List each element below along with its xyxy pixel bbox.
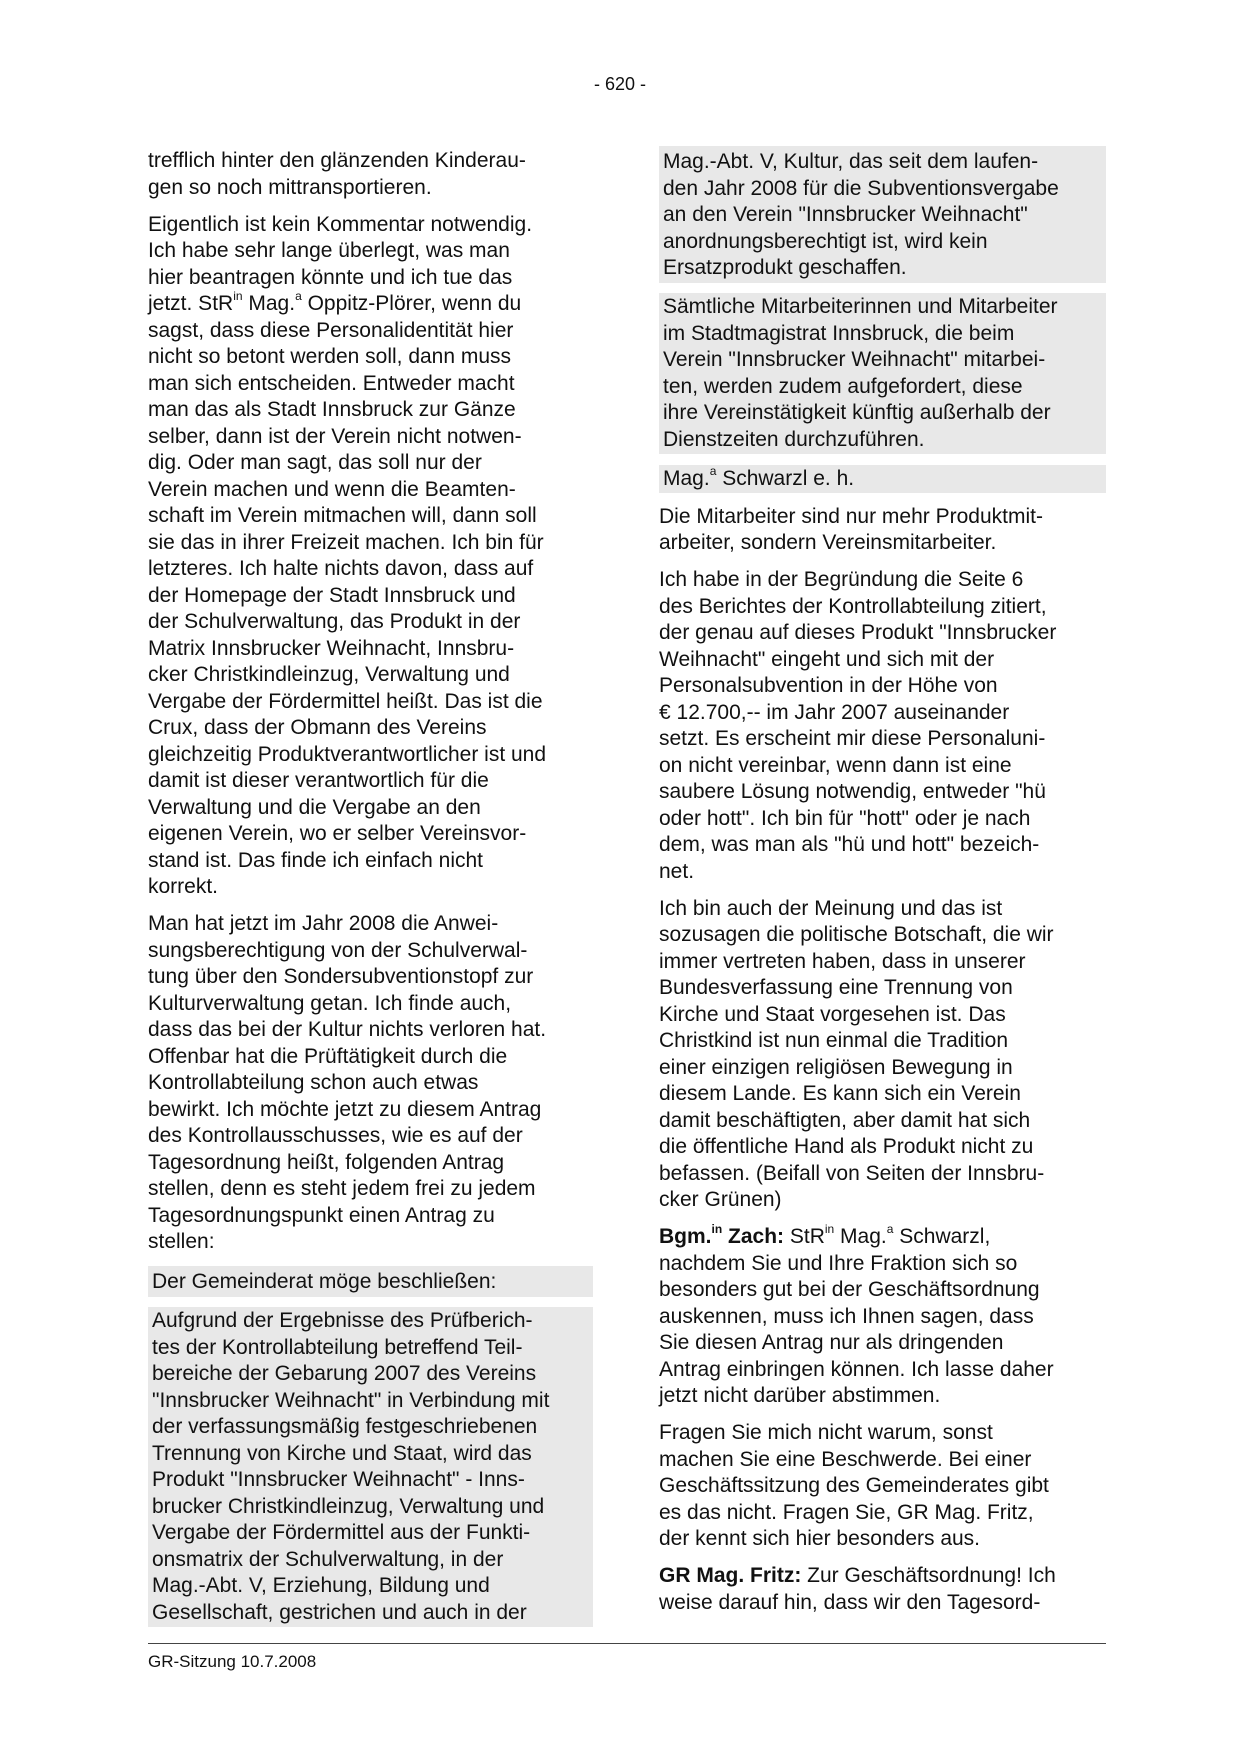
page-number: - 620 - xyxy=(593,74,647,94)
superscript: in xyxy=(233,289,243,303)
text-run: Mag. xyxy=(834,1225,887,1248)
paragraph xyxy=(148,212,593,901)
text-run: Zur Geschäftsordnung! Ich weise darauf hin, dass wir den Tagesord- xyxy=(659,1564,1056,1614)
text-run: Schwarzl e. h. xyxy=(716,466,855,490)
motion-text: Sämtliche Mitarbeiterinnen und Mitarbeiter im Stadtmagistrat Innsbruck, die beim Verein "Innsbrucker Weihnacht" mitarbei- ten, werden zudem aufgefordert, diese ihre Vereinstätigkeit künftig außerhalb der Dienstzeiten durchzuführen. xyxy=(659,293,1106,454)
footer-text: GR-Sitzung 10.7.2008 xyxy=(148,1652,317,1671)
paragraph: Ich bin auch der Meinung und das ist sozusagen die politische Botschaft, die wir immer vertreten haben, dass in unserer Bundesverfassung eine Trennung von Kirche und Staat vorgesehen ist. Das Christkind ist nun einmal die Tradition einer einzigen religiösen Bewegung in diesem Lande. Es kann sich ein Verein damit beschäftigten, aber damit hat sich die öffentliche Hand als Produkt nicht zu befassen. (Beifall von Seiten der Innsbru- cker Grünen) xyxy=(659,896,1054,1211)
text-run: StR xyxy=(784,1225,825,1248)
paragraph xyxy=(659,1224,1106,1410)
superscript: a xyxy=(295,289,302,303)
motion-text: Mag.-Abt. V, Kultur, das seit dem laufen- den Jahr 2008 für die Subventionsvergabe an den Verein "Innsbrucker Weihnacht" anordnungsberechtigt ist, wird kein Ersatzprodukt geschaffen. xyxy=(659,146,1106,283)
paragraph: Fragen Sie mich nicht warum, sonst machen Sie eine Beschwerde. Bei einer Geschäftssitzung des Gemeinderates gibt es das nicht. Fragen Sie, GR Mag. Fritz, der kennt sich hier besonders aus. xyxy=(659,1421,1049,1550)
speaker-name: Bgm.$^{in}$ Zach: xyxy=(659,1222,785,1248)
paragraph: trefflich hinter den glänzenden Kinderau- gen so noch mittransportieren. xyxy=(148,149,526,199)
paragraph: Man hat jetzt im Jahr 2008 die Anwei- sungsberechtigung von der Schulverwal- tung über den Sondersubventionstopf zur Kulturverwaltung getan. Ich finde auch, dass das bei der Kultur nichts verloren hat. Offenbar hat die Prüftätigkeit durch die Kontrollabteilung schon auch etwas bewirkt. Ich möchte jetzt zu diesem Antrag des Kontrollausschusses, wie es auf der Tagesordnung heißt, folgenden Antrag stellen, denn es steht jedem frei zu jedem Tagesordnungspunkt einen Antrag zu stellen: xyxy=(148,912,547,1253)
superscript: a xyxy=(886,1222,894,1236)
paragraph xyxy=(659,1563,1106,1616)
text-run: Eigentlich ist kein Kommentar notwendig. Ich habe sehr lange überlegt, was man hier beantragen könnte und ich tue das jetzt. StR xyxy=(148,212,533,315)
right-column xyxy=(659,146,1106,1627)
superscript: in xyxy=(824,1222,835,1236)
text-run: Mag. xyxy=(663,466,710,490)
footer-divider xyxy=(148,1643,1106,1644)
motion-signature xyxy=(659,465,1106,494)
paragraph: Ich habe in der Begründung die Seite 6 des Berichtes der Kontrollabteilung zitiert, der genau auf dieses Produkt "Innsbrucker Weihnacht" eingeht und sich mit der Personalsubvention in der Höhe von € 12.700,-- im Jahr 2007 auseinander setzt. Es erscheint mir diese Personaluni- on nicht vereinbar, wenn dann ist eine saubere Lösung notwendig, entweder "hü oder hott". Ich bin für "hott" oder je nach dem, was man als "hü und hott" bezeich- net. xyxy=(659,568,1057,883)
speaker-name: GR Mag. Fritz: xyxy=(659,1564,802,1587)
left-column xyxy=(148,148,593,1638)
superscript: in xyxy=(711,1222,723,1236)
paragraph: Die Mitarbeiter sind nur mehr Produktmit- arbeiter, sondern Vereinsmitarbeiter. xyxy=(659,504,1043,554)
text-run: Mag. xyxy=(242,292,296,315)
text-run: Schwarzl, nachdem Sie und Ihre Fraktion sich so besonders gut bei der Geschäftsordnung auskennen, muss ich Ihnen sagen, dass Sie diesen Antrag nur als dringenden Antrag einbringen können. Ich lasse daher jetzt nicht darüber abstimmen. xyxy=(659,1225,1054,1407)
motion-heading: Der Gemeinderat möge beschließen: xyxy=(148,1266,593,1297)
motion-text: Aufgrund der Ergebnisse des Prüfberich- tes der Kontrollabteilung betreffend Teil- bereiche der Gebarung 2007 des Vereins "Innsbrucker Weihnacht" in Verbindung mit der verfassungsmäßig festgeschriebenen Trennung von Kirche und Staat, wird das Produkt "Innsbrucker Weihnacht" - Inns- brucker Christkindleinzug, Verwaltung und Vergabe der Fördermittel aus der Funkti- onsmatrix der Schulverwaltung, in der Mag.-Abt. V, Erziehung, Bildung und Gesellschaft, gestrichen und auch in der xyxy=(148,1307,593,1627)
text-run: Oppitz-Plörer, wenn du sagst, dass diese Personalidentität hier nicht so betont werden soll, dann muss man sich entscheiden. Entweder macht man das als Stadt Innsbruck zur Gänze selber, dann ist der Verein nicht notwen- dig. Oder man sagt, das soll nur der Verein machen und wenn die Beamten- schaft im Verein mitmachen will, dann soll sie das in ihrer Freizeit machen. Ich bin für letzteres. Ich halte nichts davon, dass auf der Homepage der Stadt Innsbruck und der Schulverwaltung, das Produkt in der Matrix Innsbrucker Weihnacht, Innsbru- cker Christkindleinzug, Verwaltung und Vergabe der Fördermittel heißt. Das ist die Crux, dass der Obmann des Vereins gleichzeitig Produktverantwortlicher ist und damit ist dieser verantwortlich für die Verwaltung und die Vergabe an den eigenen Verein, wo er selber Vereinsvor- stand ist. Das finde ich einfach nicht korrekt. xyxy=(148,292,547,898)
superscript: a xyxy=(709,463,717,478)
